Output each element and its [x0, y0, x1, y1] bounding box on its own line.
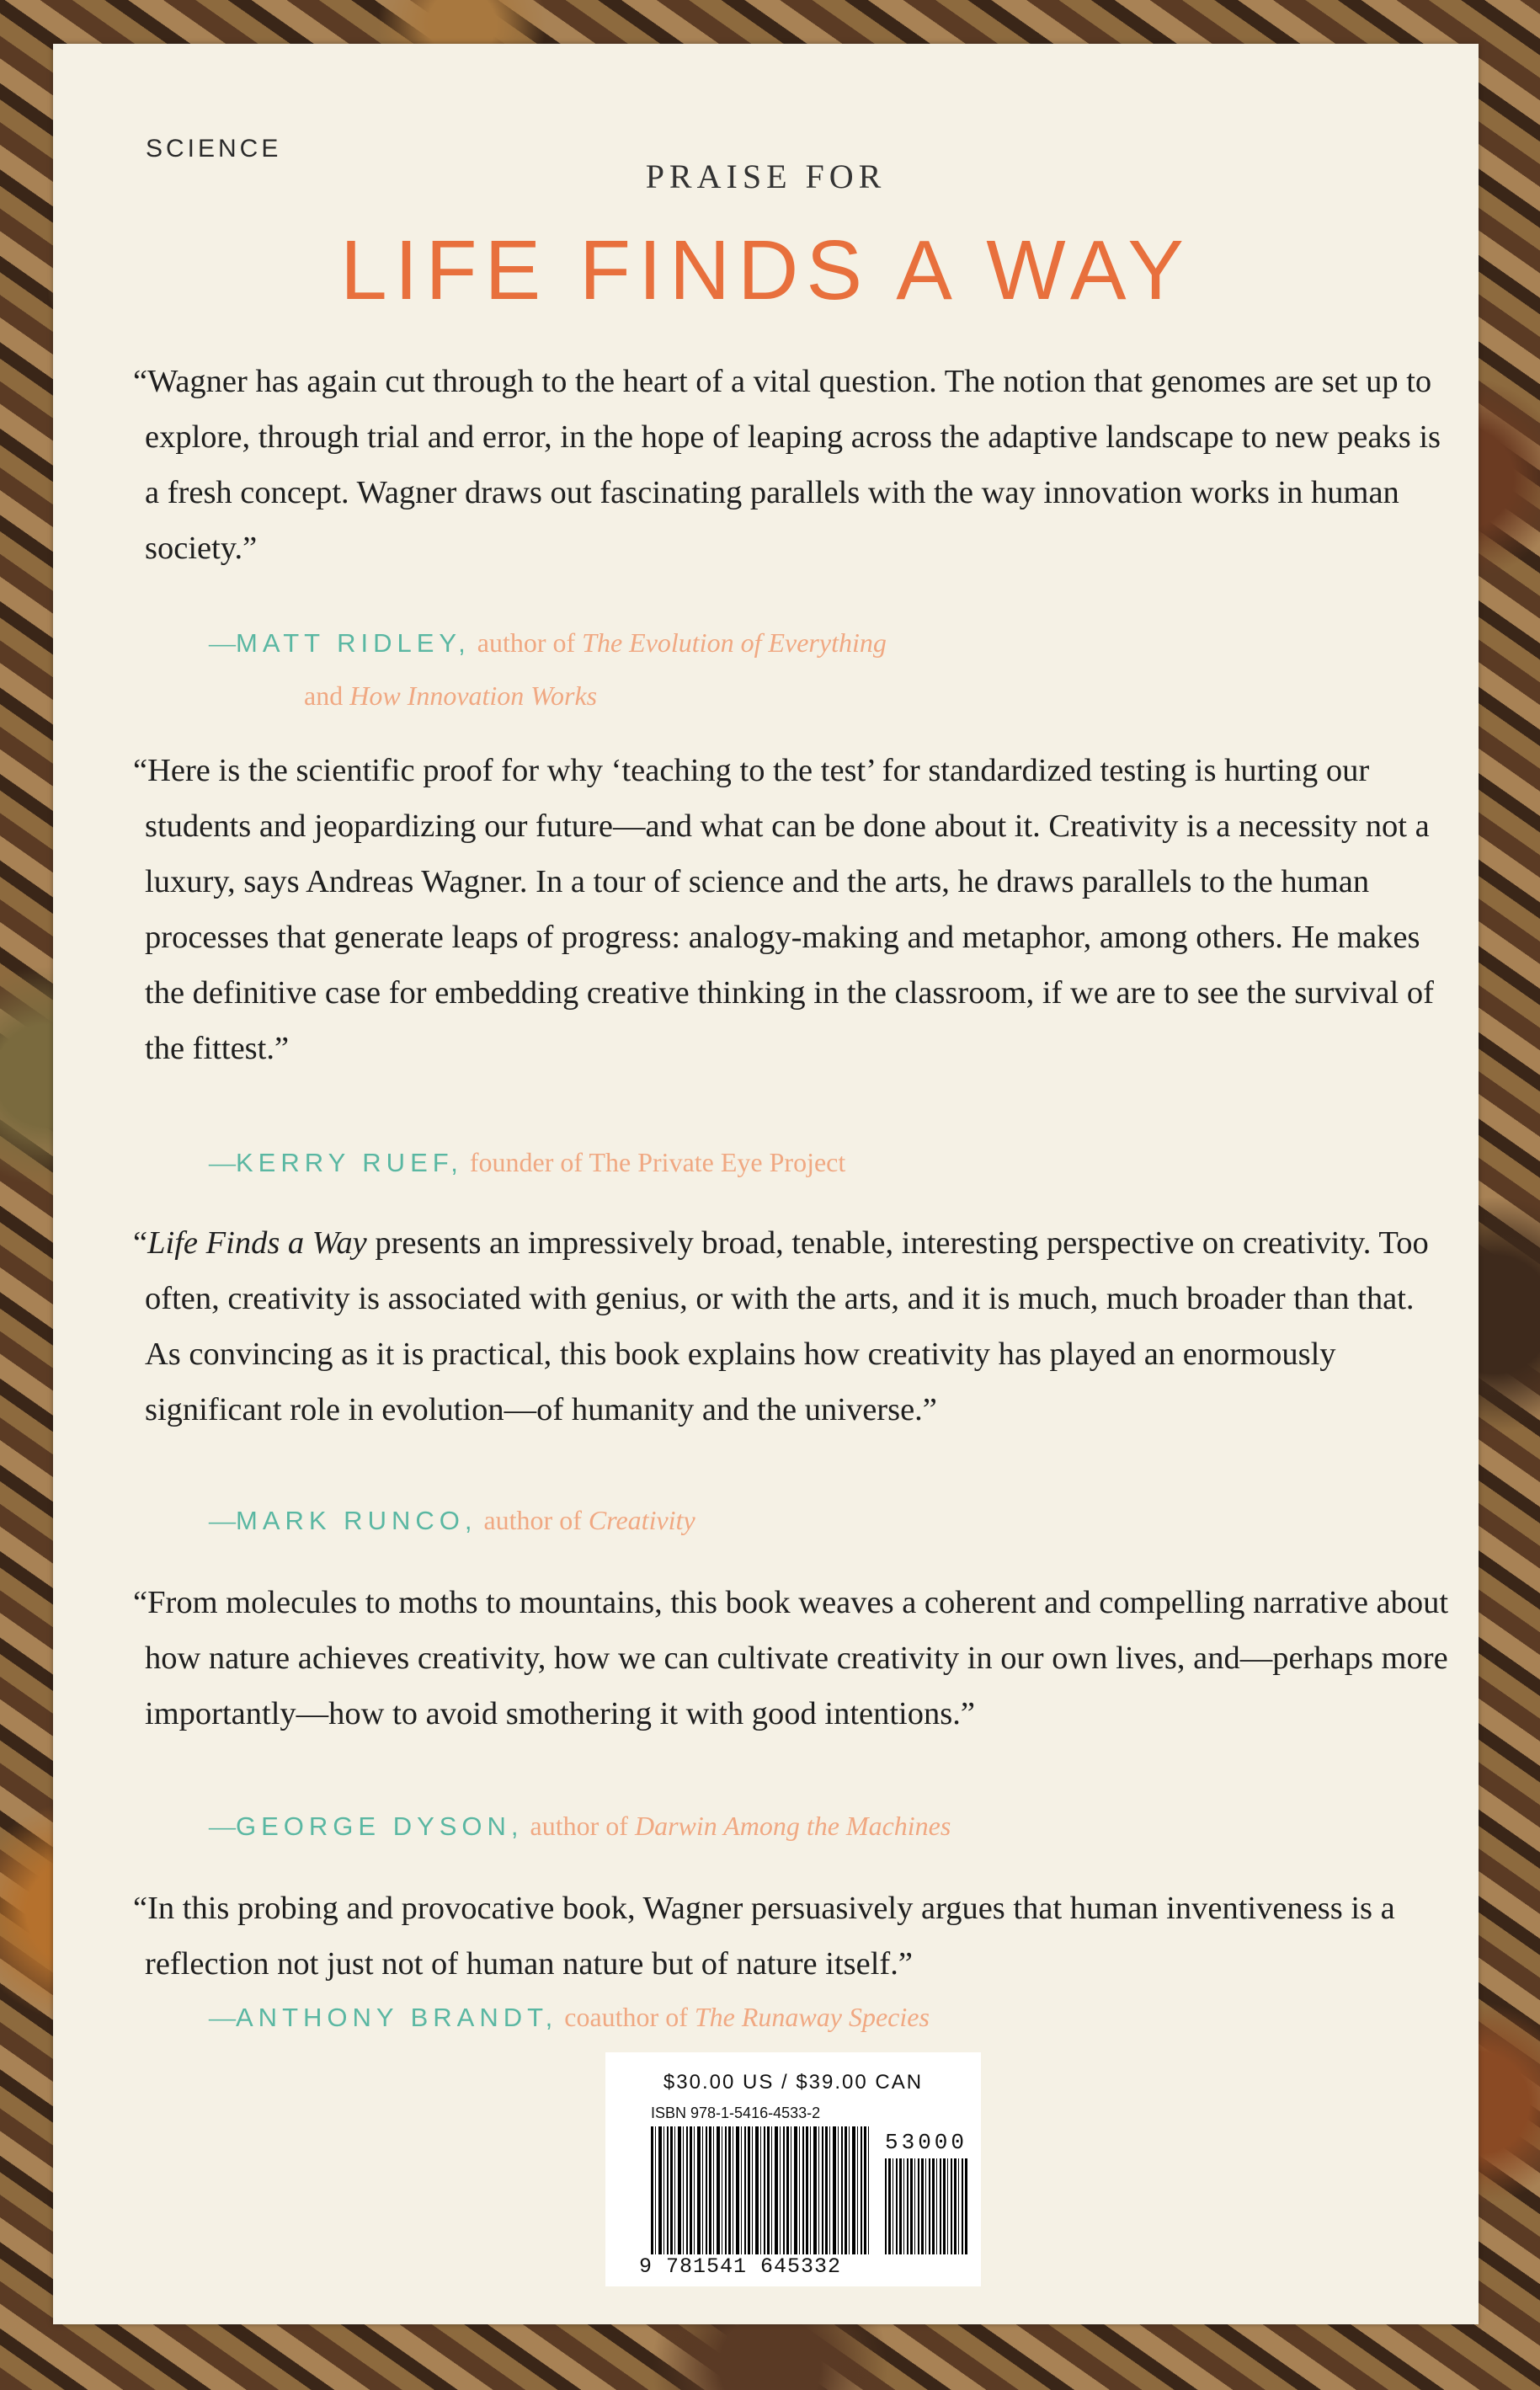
- attribution-name: MATT RIDLEY,: [236, 628, 471, 658]
- quote-text: “Wagner has again cut through to the heart of a vital question. The notion that genomes are set up to explore, through trial and error, in the hope of leaping across the adaptive landscape to new peaks is a fresh concept. Wagner draws out fascinating parallels with the way innovation works in human society.”: [133, 364, 1441, 566]
- attribution-role: coauthor of: [557, 2002, 695, 2032]
- attribution-dash: —: [209, 1505, 236, 1535]
- quote-4: [133, 1575, 1454, 1742]
- quote-text: “In this probing and provocative book, Wagner persuasively argues that human inventiveness is a reflection not just not of human nature but of nature itself.”: [133, 1891, 1395, 1982]
- attribution-book: Creativity: [588, 1505, 695, 1535]
- quote-text: “Here is the scientific proof for why ‘teaching to the test’ for standardized testing is hurting our students and jeopardizing our future—and what can be done about it. Creativity is a necessity not a luxury, says Andreas Wagner. In a tour of science and the arts, he draws parallels to the human processes that generate leaps of progress: analogy-making and metaphor, among others. He makes the definitive case for embedding creative thinking in the classroom, if we are to see the survival of the fittest.”: [133, 753, 1434, 1066]
- attribution-name: KERRY RUEF,: [236, 1148, 463, 1177]
- praise-for-heading: PRAISE FOR: [645, 157, 887, 195]
- attribution-book: The Runaway Species: [694, 2002, 930, 2032]
- barcode-addon-digits: 53000: [885, 2130, 968, 2155]
- attribution-role: author of: [470, 627, 583, 658]
- attribution-dash: —: [209, 1811, 236, 1841]
- attribution-dash: —: [209, 1147, 236, 1177]
- attribution-4: [209, 1800, 1346, 1853]
- back-cover-panel: [53, 44, 1479, 2324]
- attribution-5: [209, 1991, 1346, 2044]
- attribution-2: [209, 1136, 1346, 1189]
- attribution-book: The Evolution of Everything: [582, 627, 887, 658]
- quote-5: [133, 1881, 1454, 1992]
- attribution-line2-prefix: and: [304, 680, 350, 711]
- quote-book-title: Life Finds a Way: [147, 1225, 367, 1261]
- quote-1: [133, 354, 1454, 576]
- attribution-dash: —: [209, 2002, 236, 2032]
- price-label: $30.00 US / $39.00 CAN: [663, 2071, 924, 2094]
- isbn-label: ISBN 978-1-5416-4533-2: [651, 2105, 821, 2121]
- book-title: LIFE FINDS A WAY: [340, 223, 1191, 317]
- attribution-book-2: How Innovation Works: [349, 680, 598, 711]
- barcode-digits: 9 781541 645332: [639, 2254, 875, 2279]
- attribution-1: [209, 616, 1346, 722]
- quote-text: presents an impressively broad, tenable, interesting perspective on creativity. Too often, creativity is associated with genius, or with the arts, and it is much, much broader than that. As convincing as it is practical, this book explains how creativity has played an enormously significant role in evolution—of humanity and the universe.”: [145, 1225, 1429, 1427]
- quote-2: [133, 743, 1454, 1076]
- attribution-role: founder of The Private Eye Project: [462, 1147, 846, 1177]
- barcode-box: [605, 2052, 981, 2286]
- attribution-role: author of: [523, 1811, 635, 1841]
- attribution-name: ANTHONY BRANDT,: [236, 2003, 558, 2032]
- category-label: SCIENCE: [146, 135, 282, 163]
- barcode-bars: [651, 2126, 871, 2254]
- attribution-name: MARK RUNCO,: [236, 1506, 477, 1535]
- barcode-addon-bars: [885, 2158, 967, 2254]
- attribution-name: GEORGE DYSON,: [236, 1811, 524, 1841]
- quote-3: [133, 1215, 1454, 1438]
- attribution-line2: [209, 670, 1346, 722]
- quote-text: “From molecules to moths to mountains, this book weaves a coherent and compelling narrative about how nature achieves creativity, how we can cultivate creativity in our own lives, and—perhaps more importantly—how to avoid smothering it with good intentions.”: [133, 1585, 1449, 1731]
- quote-open: “: [133, 1225, 148, 1261]
- attribution-book: Darwin Among the Machines: [634, 1811, 951, 1841]
- attribution-dash: —: [209, 627, 236, 658]
- attribution-role: author of: [477, 1505, 589, 1535]
- attribution-3: [209, 1494, 1346, 1547]
